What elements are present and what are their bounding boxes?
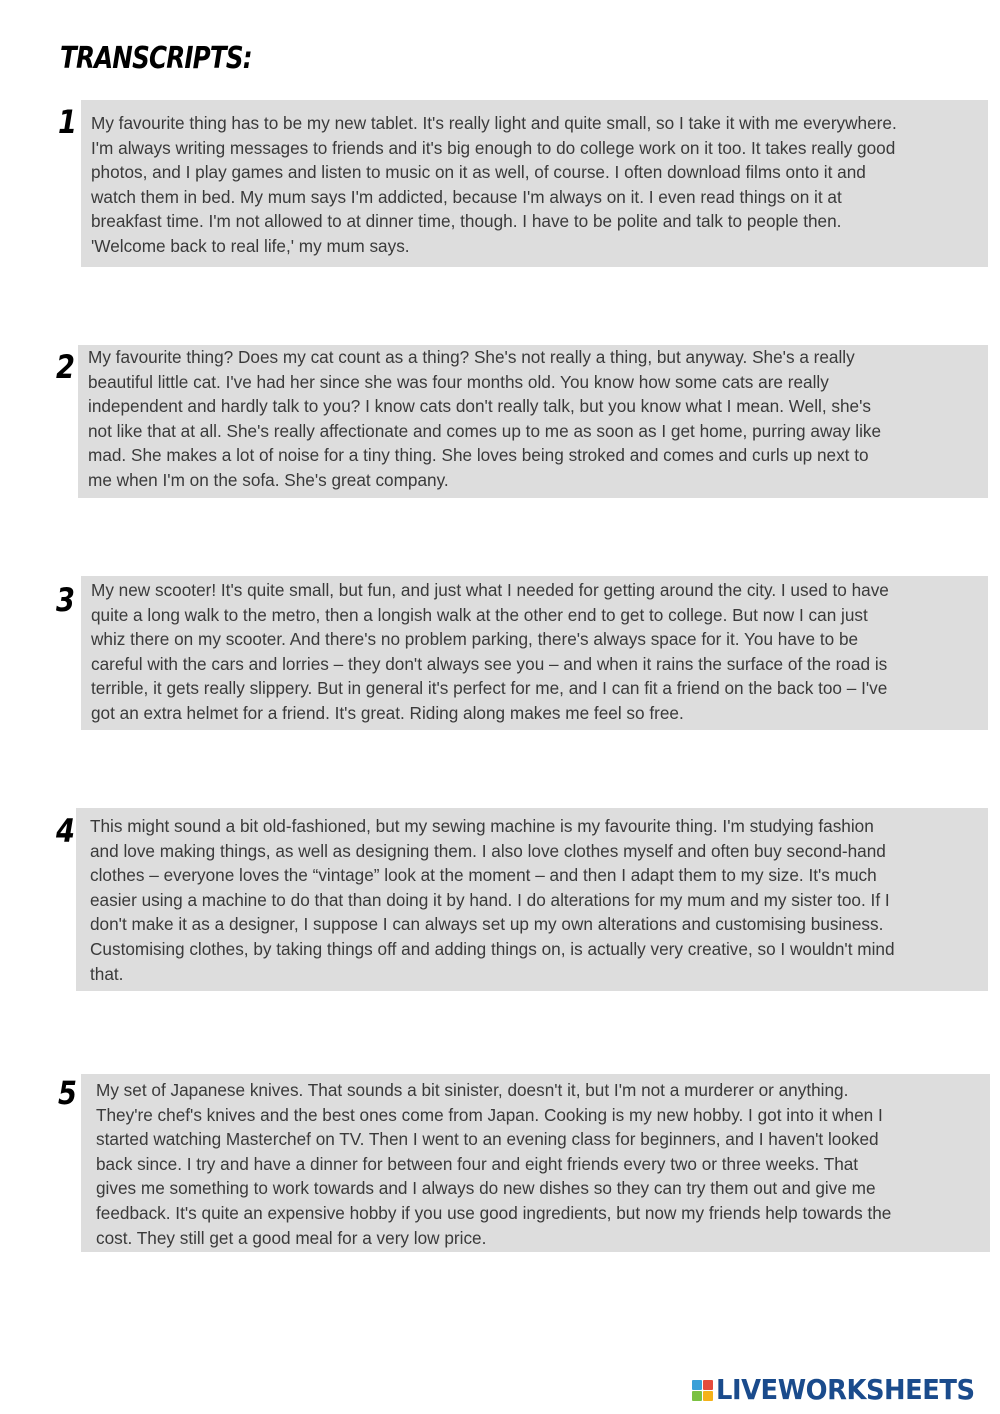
transcript-line: My set of Japanese knives. That sounds a bit sinister, doesn't it, but I'm not a murderer or anything. xyxy=(96,1080,849,1100)
transcript-box xyxy=(78,345,988,498)
transcript-line: This might sound a bit old-fashioned, but my sewing machine is my favourite thing. I'm studying fashion xyxy=(90,816,874,836)
transcript-line: Customising clothes, by taking things off and adding things on, is actually very creative, so I wouldn't mind xyxy=(90,938,895,959)
transcript-line: independent and hardly talk to you? I know cats don't really talk, but you know what I mean. Well, she's xyxy=(88,396,871,417)
transcript-line: My favourite thing? Does my cat count as a thing? She's not really a thing, but anyway. She's a really xyxy=(88,347,855,367)
transcript-line: clothes – everyone loves the “vintage” look at the moment – and then I adapt them to my size. It's much xyxy=(90,865,877,886)
liveworksheets-logo-icon xyxy=(692,1380,713,1401)
transcript-line: cost. They still get a good meal for a very low price. xyxy=(96,1227,487,1248)
transcript-line: me when I'm on the sofa. She's great company. xyxy=(88,469,449,490)
transcript-line: don't make it as a designer, I suppose I can always set up my own alterations and customising business. xyxy=(90,914,884,935)
transcript-line: started watching Masterchef on TV. Then I went to an evening class for beginners, and I haven't looked xyxy=(96,1129,879,1150)
transcript-number: 3 xyxy=(56,581,75,619)
transcript-line: breakfast time. I'm not allowed to at dinner time, though. I have to be polite and talk to people then. xyxy=(91,211,842,232)
transcript-line: back since. I try and have a dinner for between four and eight friends every two or three weeks. That xyxy=(96,1153,859,1174)
transcript-line: terrible, it gets really slippery. But in general it's perfect for me, and I can fit a friend on the back too – I've xyxy=(91,678,888,699)
transcript-line: easier using a machine to do that than doing it by hand. I do alterations for my mum and my sister too. If I xyxy=(90,889,890,910)
transcript-line: I'm always writing messages to friends and it's big enough to do college work on it too. It takes really good xyxy=(91,137,896,158)
transcript-line: watch them in bed. My mum says I'm addicted, because I'm always on it. I even read things on it at xyxy=(91,186,842,207)
transcript-line: beautiful little cat. I've had her since she was four months old. You know how some cats are really xyxy=(88,371,829,392)
liveworksheets-brand[interactable] xyxy=(692,1375,997,1405)
transcript-line: They're chef's knives and the best ones come from Japan. Cooking is my new hobby. I got into it when I xyxy=(96,1104,883,1125)
transcript-line: mad. She makes a lot of noise for a tiny thing. She loves being stroked and comes and curls up next to xyxy=(88,445,869,466)
transcript-line: gives me something to work towards and I always do new dishes so they can try them out and give me xyxy=(96,1178,876,1199)
transcript-number: 2 xyxy=(56,348,75,386)
transcript-line: feedback. It's quite an expensive hobby if you use good ingredients, but now my friends help towards the xyxy=(96,1202,892,1223)
transcript-line: quite a long walk to the metro, then a longish walk at the other end to get to college. But now I can just xyxy=(91,604,868,625)
transcript-line: whiz there on my scooter. And there's no problem parking, there's always space for it. You have to be xyxy=(91,629,859,650)
transcript-box xyxy=(76,808,988,991)
page-title: TRANSCRIPTS: xyxy=(60,41,252,76)
transcript-line: careful with the cars and lorries – they don't always see you – and when it rains the surface of the road is xyxy=(91,653,888,674)
transcript-line: that. xyxy=(90,963,124,984)
transcript-line: got an extra helmet for a friend. It's great. Riding along makes me feel so free. xyxy=(91,702,684,723)
transcript-box xyxy=(81,100,988,267)
transcript-box xyxy=(81,576,988,730)
transcript-number: 1 xyxy=(58,103,77,141)
brand-name: LIVEWORKSHEETS xyxy=(716,1373,975,1406)
transcript-line: 'Welcome back to real life,' my mum says. xyxy=(91,235,410,256)
transcript-number: 5 xyxy=(58,1074,77,1112)
transcript-line: My favourite thing has to be my new tablet. It's really light and quite small, so I take it with me everywhere. xyxy=(91,113,897,133)
transcript-line: My new scooter! It's quite small, but fun, and just what I needed for getting around the city. I used to have xyxy=(91,580,889,600)
transcript-line: not like that at all. She's really affectionate and comes up to me as soon as I get home, purring away like xyxy=(88,420,882,441)
transcript-line: photos, and I play games and listen to music on it as well, of course. I often download films onto it and xyxy=(91,162,866,183)
transcript-line: and love making things, as well as designing them. I also love clothes myself and often buy second-hand xyxy=(90,840,886,861)
transcript-number: 4 xyxy=(56,812,75,850)
transcript-box xyxy=(81,1074,990,1252)
